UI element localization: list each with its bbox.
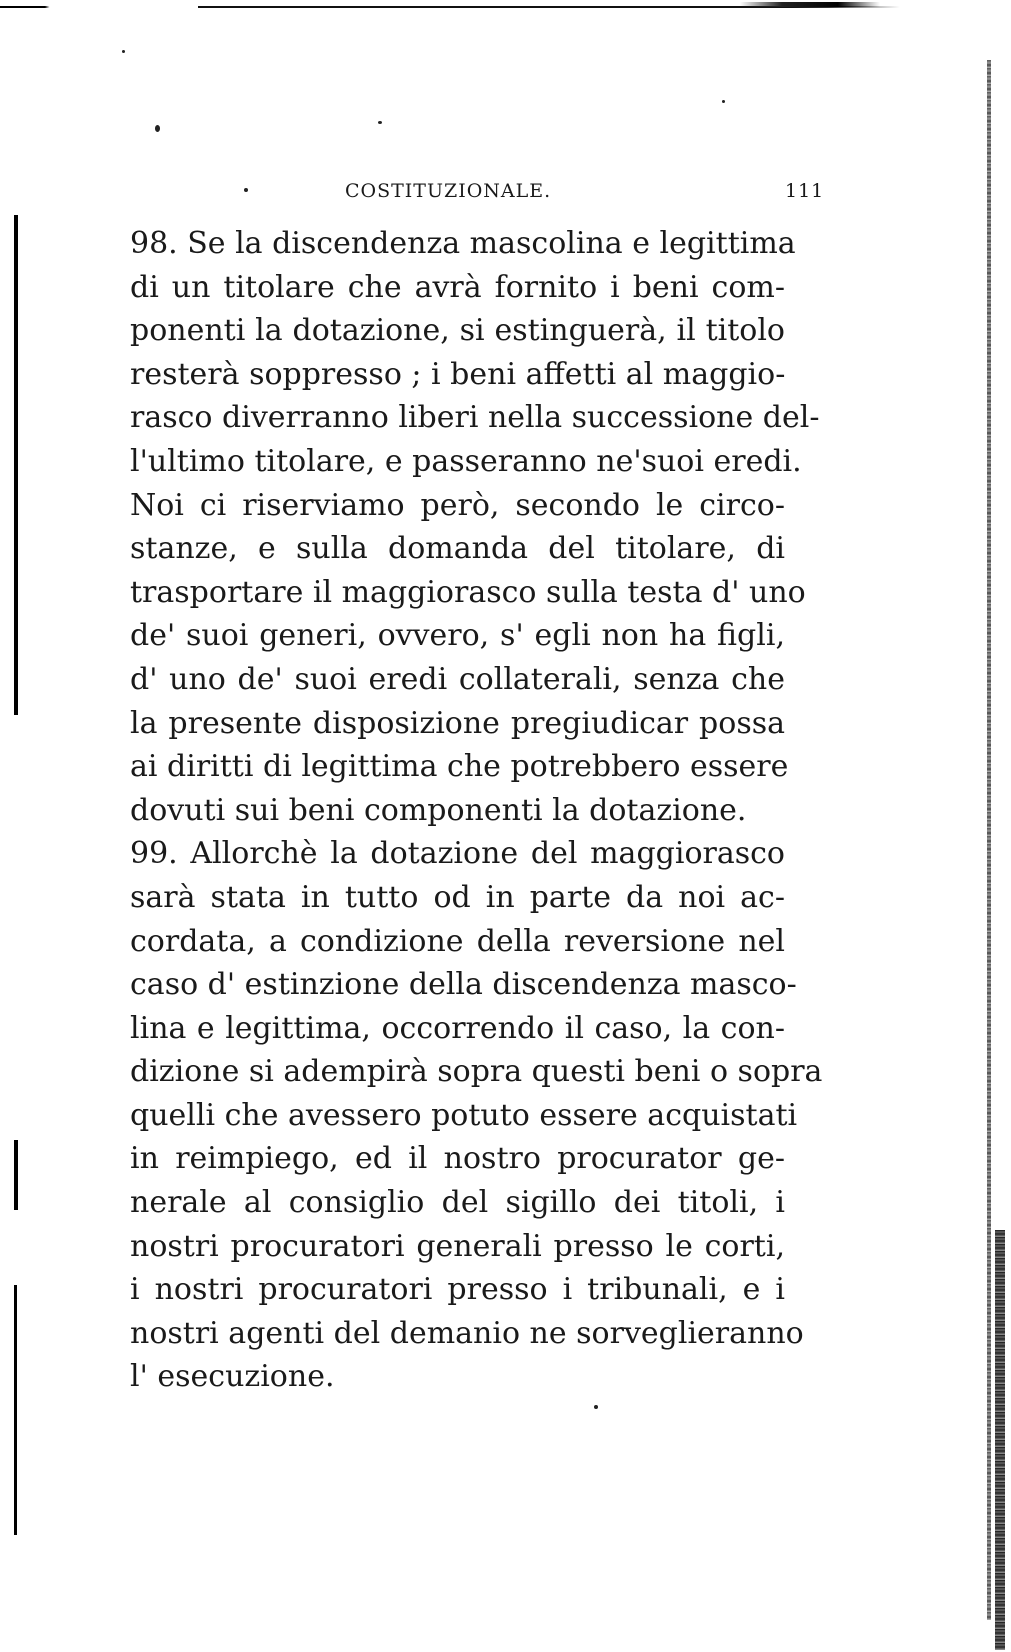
text-line: lina e legittima, occorrendo il caso, la con- — [130, 1010, 785, 1046]
text-line: la presente disposizione pregiudicar possa — [130, 705, 785, 741]
text-line: de' suoi generi, ovvero, s' egli non ha figli, — [130, 618, 785, 654]
text-line: sarà stata in tutto od in parte da noi ac- — [130, 879, 785, 915]
text-line: trasportare il maggiorasco sulla testa d' uno — [130, 574, 806, 610]
text-line: 99. Allorchè la dotazione del maggiorasco — [130, 836, 785, 872]
scan-left-edge-lower — [14, 1285, 17, 1535]
scan-left-edge-upper — [14, 215, 18, 715]
body-text — [130, 222, 823, 1399]
page-number: 111 — [785, 180, 825, 202]
text-line: l' esecuzione. — [130, 1359, 335, 1395]
text-line: di un titolare che avrà fornito i beni com- — [130, 269, 785, 305]
scan-speck — [122, 50, 125, 53]
text-line: rasco diverranno liberi nella successione del- — [130, 400, 820, 436]
text-line: stanze, e sulla domanda del titolare, di — [130, 531, 785, 567]
scan-speck — [722, 100, 725, 103]
text-line: dovuti sui beni componenti la dotazione. — [130, 792, 747, 828]
text-line: d' uno de' suoi eredi collaterali, senza che — [130, 661, 785, 697]
text-line: quelli che avessero potuto essere acquistati — [130, 1097, 798, 1133]
text-line: caso d' estinzione della discendenza masco- — [130, 967, 797, 1003]
text-line: i nostri procuratori presso i tribunali, e i — [130, 1272, 785, 1308]
text-line: Noi ci riserviamo però, secondo le circo- — [130, 487, 785, 523]
text-line: ai diritti di legittima che potrebbero essere — [130, 749, 789, 785]
scan-top-edge-smudge — [740, 2, 880, 7]
text-line: ponenti la dotazione, si estinguerà, il titolo — [130, 313, 785, 349]
text-line: l'ultimo titolare, e passeranno ne'suoi eredi. — [130, 443, 802, 479]
scan-left-edge-middle — [14, 1140, 18, 1210]
scan-speck — [594, 1405, 598, 1409]
scan-speck — [378, 121, 382, 124]
text-line: resterà soppresso ; i beni affetti al maggio- — [130, 356, 786, 392]
text-line: nostri procuratori generali presso le corti, — [130, 1228, 785, 1264]
text-line: nostri agenti del demanio ne sorveglieranno — [130, 1315, 804, 1351]
text-line: cordata, a condizione della reversione nel — [130, 923, 785, 959]
scan-right-edge-dark — [995, 1230, 1005, 1650]
page-header — [130, 180, 825, 206]
text-line: nerale al consiglio del sigillo dei titoli, i — [130, 1185, 785, 1221]
scan-right-edge — [987, 60, 991, 1620]
text-line: dizione si adempirà sopra questi beni o sopra — [130, 1054, 823, 1090]
running-head: COSTITUZIONALE. — [345, 180, 552, 202]
text-line: in reimpiego, ed il nostro procurator ge- — [130, 1141, 785, 1177]
scan-speck — [155, 125, 160, 132]
text-line: 98. Se la discendenza mascolina e legittima — [130, 226, 796, 261]
